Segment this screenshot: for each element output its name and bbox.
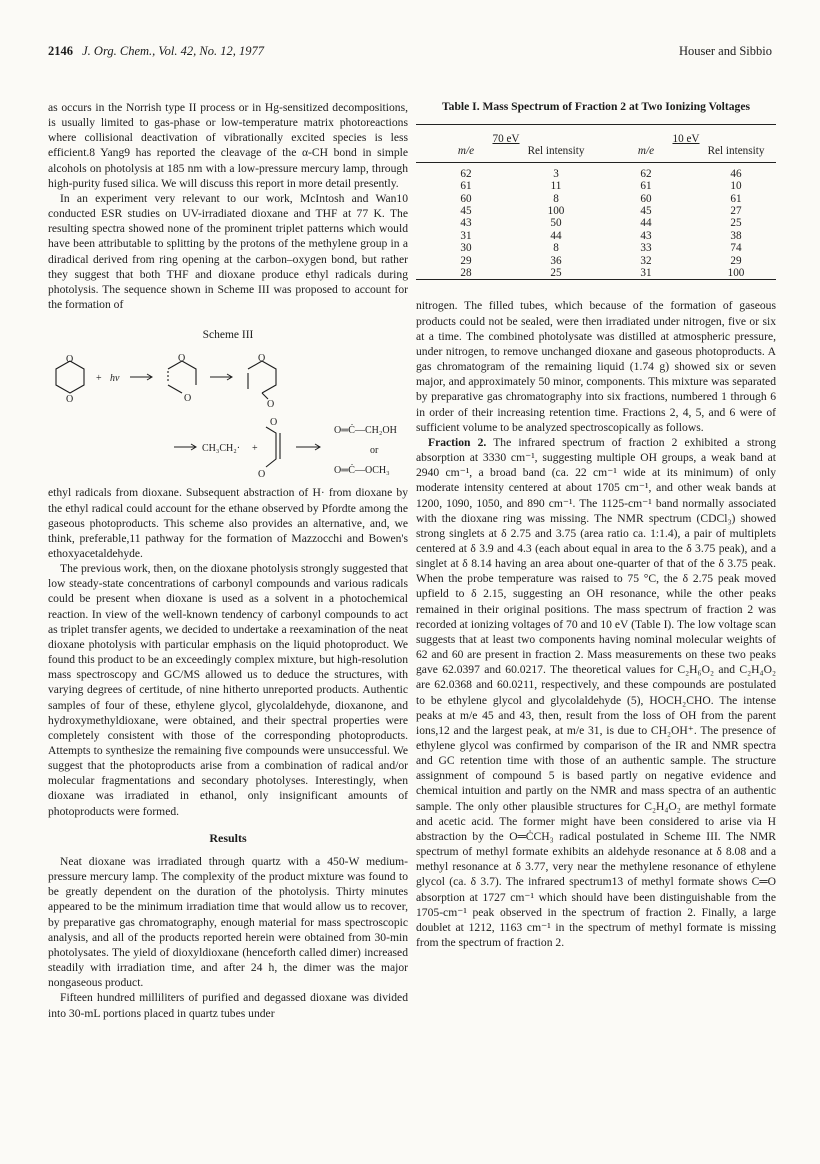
paragraph: Neat dioxane was irradiated through quartz with a 450-W medium-pressure mercury lamp. The complexity of the product mixture was found to be greatly dependent on the duration of the photolysis. Thirty minutes appeared to be the minimum irradiation time that would allow us to recover, by preparative gas chromatography, enough material for mass spectroscopic analysis, and all of the products reported herein were obtained from 30-min photolysates. The yield of dioxyldioxane (henceforth called dimer) increased steadily with irradiation time, and after 24 h, the dimer was the major nongaseous product. bbox=[48, 854, 408, 990]
table-row bbox=[416, 255, 776, 267]
table-cell-me-70: 45 bbox=[460, 205, 472, 218]
paragraph bbox=[416, 435, 776, 950]
scheme-title: Scheme III bbox=[202, 329, 254, 342]
diradical-oxygen-bottom: O bbox=[184, 393, 192, 405]
results-heading: Results bbox=[209, 830, 247, 845]
paragraph: ethyl radicals from dioxane. Subsequent abstraction of H· from dioxane by the ethyl radical could account for the ethane observed by Pfordte among the gaseous photoproducts. This scheme also provides an alternative, and, we think, preferable,11 pathway for the formation of Mazzocchi and Bowen's ethoxyacetaldehyde. bbox=[48, 486, 408, 560]
table-cell-rel-10: 29 bbox=[730, 254, 742, 267]
ethyl-radical-label: CH₃CH₂· bbox=[202, 443, 241, 455]
table-cell-me-70: 60 bbox=[460, 192, 472, 205]
table-row bbox=[416, 180, 776, 192]
paragraph: as occurs in the Norrish type II process or in Hg-sensitized decompositions, is usually limited to gas-phase or low-temperature matrix photoreactions where collisional deactivation of vibrationally excited species is less efficient.8 Yang9 has reported the cleavage of the α-CH bond in simple alcohols on photolysis at 185 nm with a low-pressure mercury lamp, through high-purity fused silica. We will discuss this report in more detail presently. bbox=[48, 101, 408, 190]
table-row bbox=[416, 168, 776, 180]
paragraph: nitrogen. The filled tubes, which because of the formation of gaseous products could not be sealed, were then irradiated under nitrogen, five or six at a time. The combined photolysate was distilled at atmospheric pressure, under nitrogen, to remove unchanged dioxane and gaseous photoproducts. A gas chromatogram of the remaining liquid (1.74 g) showed six or seven major, and approximately 50 minor, components. This mixture was separated by preparative gas chromatography into six fractions, numbered 1 through 6 in order of their increasing retention time. Fractions 2, 4, 5, and 6 were of sufficient volume to be analyzed spectroscopically as follows. bbox=[416, 299, 776, 434]
table-cell-me-70: 62 bbox=[460, 167, 472, 180]
left-column bbox=[48, 100, 408, 1021]
opened-ring-carbonyl-o: O bbox=[267, 399, 275, 411]
table-cell-rel-70: 44 bbox=[550, 229, 562, 242]
table-row bbox=[416, 267, 776, 280]
plus-sign: + bbox=[96, 373, 102, 385]
table-cell-rel-10: 25 bbox=[730, 217, 742, 230]
running-header-authors: Houser and Sibbio bbox=[678, 44, 772, 58]
table-cell-me-70: 29 bbox=[460, 254, 472, 267]
opened-ring-structure bbox=[248, 361, 276, 399]
table-cell-rel-10: 61 bbox=[730, 192, 742, 205]
fragment-oxygen-bottom: O bbox=[258, 469, 266, 481]
table-row bbox=[416, 242, 776, 254]
carbonyl-fragment-structure bbox=[266, 427, 280, 467]
table-cell-me-10: 31 bbox=[640, 267, 652, 280]
table-cell-me-10: 62 bbox=[640, 167, 652, 180]
table-cell-rel-70: 50 bbox=[550, 217, 562, 230]
table-cell-me-70: 30 bbox=[460, 242, 472, 255]
opened-ring-oxygen: O bbox=[258, 353, 266, 365]
table-row bbox=[416, 193, 776, 205]
table-cell-me-70: 28 bbox=[460, 267, 472, 280]
fragment-oxygen-top: O bbox=[270, 417, 278, 429]
table-row bbox=[416, 217, 776, 229]
fraction-2-text: The infrared spectrum of fraction 2 exhibited a strong absorption at 3330 cm⁻¹, suggesting multiple OH groups, a weak band at 2940 cm⁻¹, a broad band (ca. 22 cm⁻¹ wide at its minimum) of only moderate intensity centered at about 1705 cm⁻¹, and other weak bands at 1200, 1090, 1050, and 890 cm⁻¹. The 1125-cm⁻¹ band normally associated with the dioxane ring was missing. The NMR spectrum (CDCl₃) showed strong singlets at δ 2.75 and 3.75 (area ratio ca. 1:1.4), a pair of multiplets centered at δ 3.9 and 4.3 (each about equal in area to the δ 3.75 peak), and a singlet at δ 8.14 having an area about one-quarter of that of the δ 3.75 peak. When the probe temperature was raised to 75 °C, the δ 2.75 peak moved upfield to δ 2.15, suggesting an OH resonance, while the other peaks remained in their original positions. The mass spectrum of fraction 2 was recorded at ionizing voltages of 70 and 10 eV (Table I). The low voltage scan suggests that at least two components having nominal molecular weights of 62 and 60 are present in fraction 2. Mass measurements on these two peaks gave 62.0397 and 60.0217. The theoretical values for C₂H₆O₂ and C₂H₄O₂ are 62.0368 and 60.0211, respectively, and these compounds are postulated to be ethylene glycol and glycolaldehyde (5), HOCH₂CHO. The intense peaks at m/e 45 and 43, then, result from the loss of OH from the parent ions,12 and the largest peak, at m/e 31, is due to CH₂OH⁺. The presence of ethylene glycol was confirmed by comparison of the IR and NMR spectra and GC retention time with those of an authentic sample. The structure assignment of compound 5 is based partly on negative evidence and chemical intuition and partly on the NMR and mass spectra of an authentic sample. The only other plausible structures for C₂H₄O₂ are methyl formate and acetic acid. The former might have been considered to arise via H abstraction by the O═ĊCH₃ radical postulated in Scheme III. The NMR spectrum of methyl formate exhibits an aldehyde resonance at δ 8.08 and a methyl resonance at δ 3.77, very near the methylene resonance of ethylene glycol (ca. δ 3.7). The infrared spectrum13 of methyl formate shows C═O absorption at 1727 cm⁻¹ which should have been distinguishable from the 1705-cm⁻¹ peak observed in the spectrum of fraction 2. Finally, a large doublet at 1212, 1163 cm⁻¹ in the spectrum of methyl formate is missing from the spectrum of fraction 2. bbox=[416, 435, 776, 950]
table-cell-me-10: 43 bbox=[640, 229, 652, 242]
table-cell-rel-70: 36 bbox=[550, 254, 562, 267]
table-cell-me-70: 31 bbox=[460, 229, 472, 242]
running-header-left bbox=[48, 44, 264, 59]
table-row bbox=[416, 205, 776, 217]
table-cell-rel-10: 100 bbox=[727, 267, 745, 280]
journal-citation: J. Org. Chem., Vol. 42, No. 12, 1977 bbox=[82, 44, 264, 58]
dioxane-structure bbox=[56, 361, 84, 393]
table-cell-me-10: 45 bbox=[640, 205, 652, 218]
ring-oxygen-top: O bbox=[66, 354, 74, 366]
table-cell-rel-70: 100 bbox=[547, 205, 565, 218]
table-group-10ev: 10 eV bbox=[672, 133, 700, 145]
table-header-rel: Rel intensity bbox=[707, 145, 765, 158]
arrow-2 bbox=[210, 374, 232, 380]
table-cell-rel-10: 38 bbox=[730, 229, 742, 242]
right-column bbox=[416, 100, 776, 950]
arrow-4 bbox=[296, 444, 320, 450]
diradical-oxygen-top: O bbox=[178, 353, 186, 365]
table-cell-me-10: 61 bbox=[640, 180, 652, 193]
table-cell-rel-10: 10 bbox=[730, 180, 742, 193]
table-cell-rel-70: 3 bbox=[553, 167, 559, 180]
diradical-structure bbox=[168, 361, 196, 393]
arrow-3 bbox=[174, 444, 196, 450]
table-cell-me-10: 60 bbox=[640, 192, 652, 205]
table-cell-rel-70: 8 bbox=[553, 242, 559, 255]
table-header-me: m/e bbox=[457, 145, 475, 158]
table-caption: Table I. Mass Spectrum of Fraction 2 at Two Ionizing Voltages bbox=[442, 100, 750, 113]
paragraph: The previous work, then, on the dioxane photolysis strongly suggested that low steady-state concentrations of carbonyl compounds and various radicals could be present when dioxane is used as a solvent in a photochemical reaction. In view of the well-known tendency of carbonyl compounds to act as triplet transfer agents, we decided to undertake a reexamination of the neat dioxane photolysis with particular emphasis on the liquid photoproduct. We found this product to be an exceedingly complex mixture, but high-resolution mass spectroscopy and GC/MS allowed us to deduce the structures, with varying degrees of certitude, of nine hitherto unreported products. Authentic samples of four of these, ethylene glycol, glycolaldehyde, dioxanone, and hydroxymethyldioxane, were obtained, and their spectral properties were completely consistent with those of the corresponding photoproducts. Attempts to synthesize the remaining five compounds were unsuccessful. We suggest that the photoproducts arise from a combination of radical and/or molecular fragmentations and secondary photolyses. Interestingly, when dioxane was irradiated in ethanol, only insignificant amounts of photoproducts were formed. bbox=[48, 562, 408, 818]
arrow-1 bbox=[130, 374, 152, 380]
product-methoxy-acyl: O═Ċ—OCH₃ bbox=[334, 465, 390, 477]
scheme-diagram bbox=[48, 349, 408, 483]
plus-sign-2: + bbox=[252, 443, 258, 455]
table-cell-rel-10: 74 bbox=[730, 242, 742, 255]
product-hydroxymethyl-acyl: O═Ċ—CH₂OH bbox=[334, 425, 397, 437]
paragraph: In an experiment very relevant to our work, McIntosh and Wan10 conducted ESR studies on UV-irradiated dioxane and THF at 77 K. The resulting spectra showed none of the prominent triplet patterns which would have been attributable to splitting by the protons of the methylene group in a diradical derived from ring opening at the carbon–oxygen bond, but rather they suggest that both THF and dioxane produce ethyl radicals during photolysis. The sequence shown in Scheme III was proposed to account for the formation of bbox=[48, 191, 408, 312]
table-cell-rel-10: 27 bbox=[730, 205, 742, 218]
mass-spectrum-table bbox=[416, 124, 776, 282]
table-cell-rel-70: 8 bbox=[553, 192, 559, 205]
ring-oxygen-bottom: O bbox=[66, 394, 74, 406]
table-cell-me-70: 61 bbox=[460, 180, 472, 193]
table-header-me: m/e bbox=[637, 145, 655, 158]
hv-label: hν bbox=[110, 373, 120, 385]
table-group-70ev: 70 eV bbox=[492, 133, 520, 145]
table-cell-rel-10: 46 bbox=[730, 167, 742, 180]
table-cell-me-10: 44 bbox=[640, 217, 652, 230]
paragraph: Fifteen hundred milliliters of purified and degassed dioxane was divided into 30-mL portions placed in quartz tubes under bbox=[48, 991, 408, 1020]
table-cell-rel-70: 25 bbox=[550, 267, 562, 280]
table-cell-me-10: 33 bbox=[640, 242, 652, 255]
or-label: or bbox=[370, 445, 379, 457]
fraction-2-lead: Fraction 2. bbox=[428, 435, 487, 449]
table-header-rel: Rel intensity bbox=[527, 145, 585, 158]
table-row bbox=[416, 230, 776, 242]
table-cell-rel-70: 11 bbox=[550, 180, 562, 193]
table-cell-me-10: 32 bbox=[640, 254, 652, 267]
table-cell-me-70: 43 bbox=[460, 217, 472, 230]
page-number: 2146 bbox=[48, 44, 73, 58]
